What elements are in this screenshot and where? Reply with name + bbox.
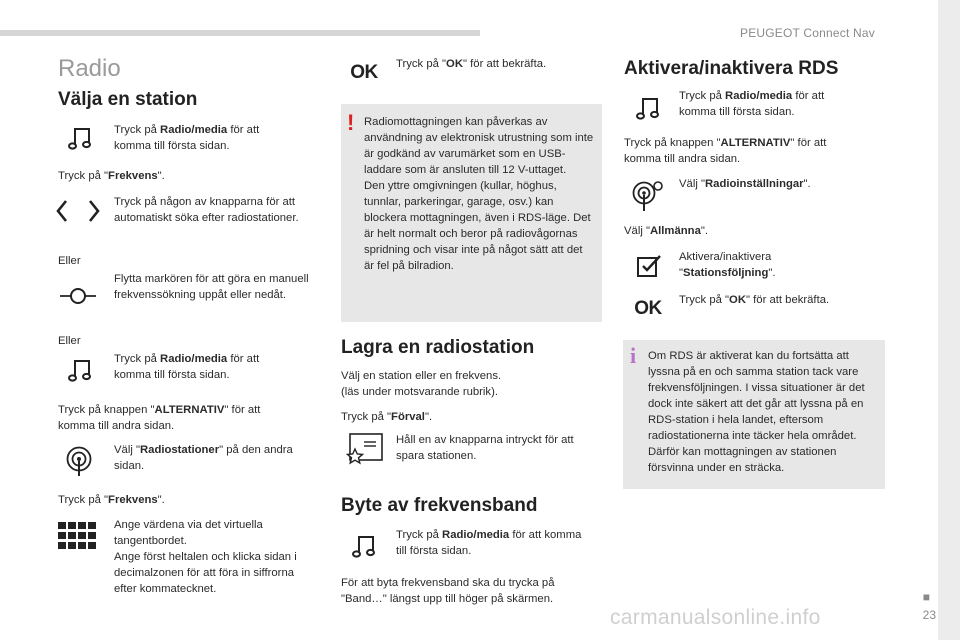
info-text: Om RDS är aktiverat kan du fortsätta att lyssna på en och samma station tack vare frekvensföljningen. I vissa situationer är det dock inte säkert att det går att lyssna på en RDS-station i hela landet, eftersom radiostationerna inte täcker hela området. Därför kan mottagningen av stationen försvinna under en sträcka.: [648, 350, 865, 474]
step-allmanna: Välj "Allmänna".: [624, 225, 709, 237]
step-radio-media-1: Tryck på Radio/media för att komma till första sidan.: [114, 124, 260, 152]
step-manual-search: Flytta markören för att göra en manuell frekvenssökning uppåt eller nedåt.: [114, 273, 309, 301]
ok-icon: OK: [634, 298, 662, 319]
page-title: Radio: [58, 55, 121, 82]
heading-valja-station: Välja en station: [58, 89, 198, 110]
music-note-icon: [64, 356, 96, 384]
step-stationsfoljning: Aktivera/inaktivera "Stationsföljning".: [679, 251, 776, 279]
heading-rds: Aktivera/inaktivera RDS: [624, 58, 839, 79]
step-radioinstallningar: Välj "Radioinställningar".: [679, 178, 811, 190]
page-number: 23: [922, 608, 936, 622]
warning-text: Radiomottagningen kan påverkas av användning av elektronisk utrustning som inte är godkänd av varumärket som en USB-laddare som är ansluten till 12 V-uttaget. Den yttre omgivningen (kullar, höghus, tunnlar, parkeringar, garage, osv.) kan blockera mottagningen, även i RDS-läge. Det är helt normalt och beror på radiovågornas spridning och visar inte på något sätt att det är fel på bilradion.: [364, 116, 594, 272]
step-ok-confirm-1: Tryck på "OK" för att bekräfta.: [396, 58, 547, 70]
step-radio-media-3: Tryck på Radio/media för att komma till första sidan.: [396, 529, 582, 557]
music-note-icon: [348, 532, 380, 560]
step-alternativ-1: Tryck på knappen "ALTERNATIV" för att komma till andra sidan.: [58, 404, 261, 432]
step-alternativ-2: Tryck på knappen "ALTERNATIV" för att komma till andra sidan.: [624, 137, 827, 165]
music-note-icon: [632, 94, 664, 122]
music-note-icon: [64, 124, 96, 152]
keypad-icon: [58, 522, 98, 550]
step-auto-search: Tryck på någon av knapparna för att automatiskt söka efter radiostationer.: [114, 196, 299, 224]
step-radio-media-2: Tryck på Radio/media för att komma till första sidan.: [114, 353, 260, 381]
preset-star-icon: [344, 432, 384, 466]
heading-byte: Byte av frekvensband: [341, 495, 538, 516]
step-frekvens-2: Tryck på "Frekvens".: [58, 494, 165, 506]
info-icon: i: [630, 343, 637, 368]
step-hold-button: Håll en av knapparna intryckt för att spara stationen.: [396, 434, 574, 462]
checkbox-icon: [634, 252, 664, 280]
eller-label-1: Eller: [58, 255, 81, 267]
step-ok-confirm-2: Tryck på "OK" för att bekräfta.: [679, 294, 830, 306]
step-byta-band: För att byta frekvensband ska du trycka på "Band…" längst upp till höger på skärmen.: [341, 577, 555, 605]
heading-lagra: Lagra en radiostation: [341, 337, 535, 358]
step-valj-station: Välj en station eller en frekvens. (läs under motsvarande rubrik).: [341, 370, 502, 398]
step-radiostationer: Välj "Radiostationer" på den andra sidan.: [114, 444, 293, 472]
header-bar: [0, 30, 480, 36]
tuner-dial-icon: [58, 281, 98, 311]
warning-icon: !: [347, 110, 355, 135]
chevron-left-right-icon: [54, 197, 106, 225]
side-tab: [938, 0, 960, 640]
step-forval: Tryck på "Förval".: [341, 411, 433, 423]
step-radio-media-4: Tryck på Radio/media för att komma till första sidan.: [679, 90, 825, 118]
page-marker: ■: [922, 590, 930, 604]
manual-title: PEUGEOT Connect Nav: [740, 26, 875, 40]
watermark: carmanualsonline.info: [610, 606, 821, 629]
step-frekvens-1: Tryck på "Frekvens".: [58, 170, 165, 182]
step-virtual-keyboard: Ange värdena via det virtuella tangentbordet. Ange först heltalen och klicka sidan i decimalzonen för att föra in siffrorna efter kommatecknet.: [114, 519, 297, 595]
radio-settings-icon: [630, 178, 666, 212]
ok-icon: OK: [350, 62, 378, 83]
radio-antenna-icon: [62, 444, 96, 478]
eller-label-2: Eller: [58, 335, 81, 347]
